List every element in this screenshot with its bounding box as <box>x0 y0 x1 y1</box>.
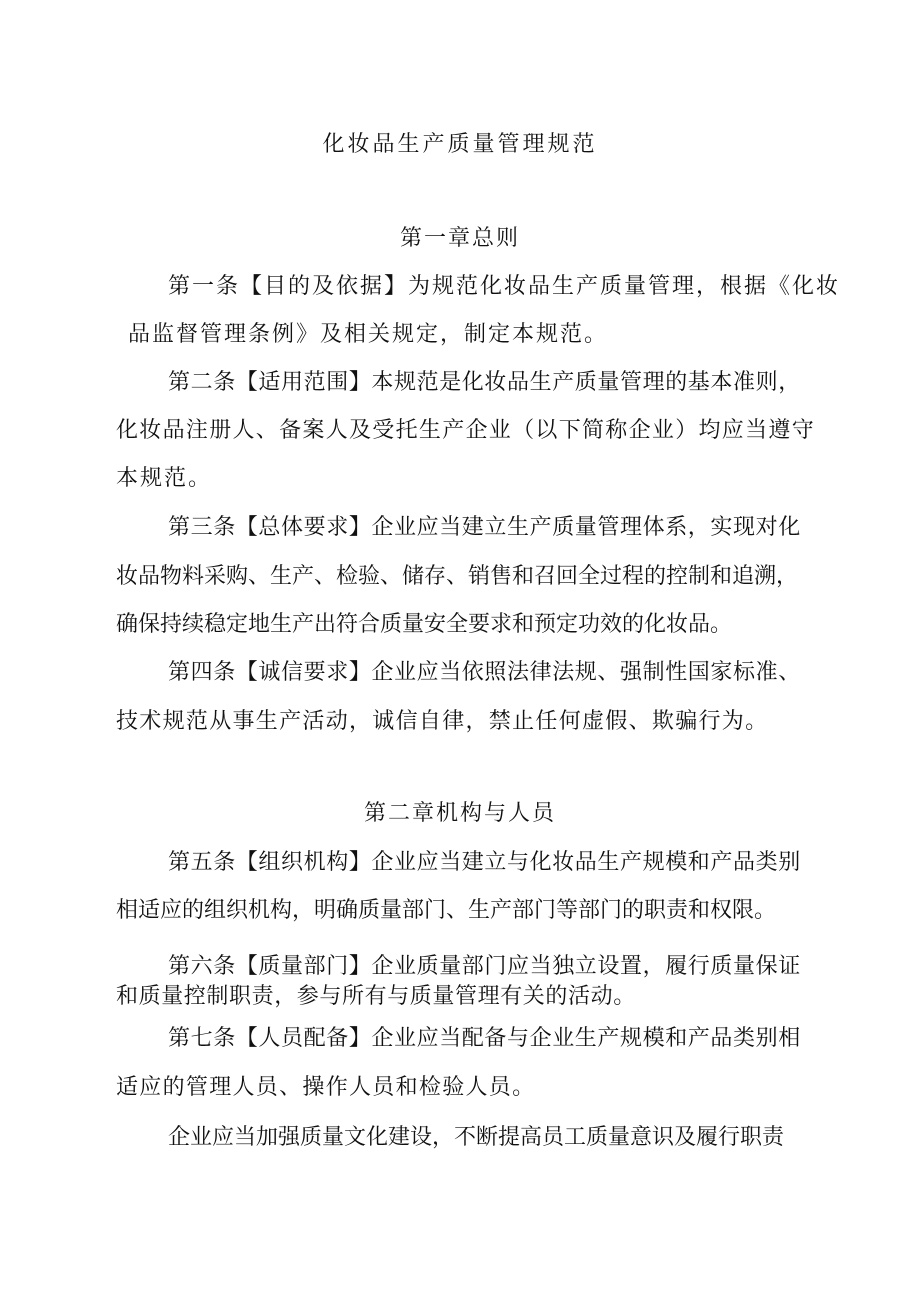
article-6-line-1: 第六条【质量部门】企业质量部门应当独立设置，履行质量保证 <box>168 954 801 979</box>
paragraph-line: 企业应当加强质量文化建设，不断提高员工质量意识及履行职责 <box>168 1125 785 1150</box>
article-7-line-1: 第七条【人员配备】企业应当配备与企业生产规模和产品类别相 <box>168 1026 801 1051</box>
article-3-line-3: 确保持续稳定地生产出符合质量安全要求和预定功效的化妆品。 <box>116 612 733 637</box>
article-2-line-3: 本规范。 <box>116 466 213 491</box>
article-5-line-1: 第五条【组织机构】企业应当建立与化妆品生产规模和产品类别 <box>168 850 801 875</box>
article-7-line-2: 适应的管理人员、操作人员和检验人员。 <box>116 1075 536 1100</box>
article-1-line-1: 第一条【目的及依据】为规范化妆品生产质量管理，根据《化妆 <box>168 274 841 299</box>
article-5-line-2: 相适应的组织机构，明确质量部门、生产部门等部门的职责和权限。 <box>116 898 777 923</box>
article-2-line-1: 第二条【适用范围】本规范是化妆品生产质量管理的基本准则， <box>168 370 801 395</box>
document-title: 化妆品生产质量管理规范 <box>322 132 598 157</box>
article-4-line-1: 第四条【诚信要求】企业应当依照法律法规、强制性国家标准、 <box>168 660 801 685</box>
chapter-heading: 第一章总则 <box>399 226 520 251</box>
article-3-line-2: 妆品物料采购、生产、检验、储存、销售和召回全过程的控制和追溯， <box>116 564 799 589</box>
article-3-line-1: 第三条【总体要求】企业应当建立生产质量管理体系，实现对化 <box>168 515 801 540</box>
chapter-heading: 第二章机构与人员 <box>363 801 556 826</box>
article-1-line-2: 品监督管理条例》及相关规定，制定本规范。 <box>128 322 609 347</box>
article-6-line-2: 和质量控制职责，参与所有与质量管理有关的活动。 <box>116 984 636 1009</box>
article-2-line-2: 化妆品注册人、备案人及受托生产企业（以下简称企业）均应当遵守 <box>116 418 816 443</box>
article-4-line-2: 技术规范从事生产活动，诚信自律，禁止任何虚假、欺骗行为。 <box>116 709 769 734</box>
